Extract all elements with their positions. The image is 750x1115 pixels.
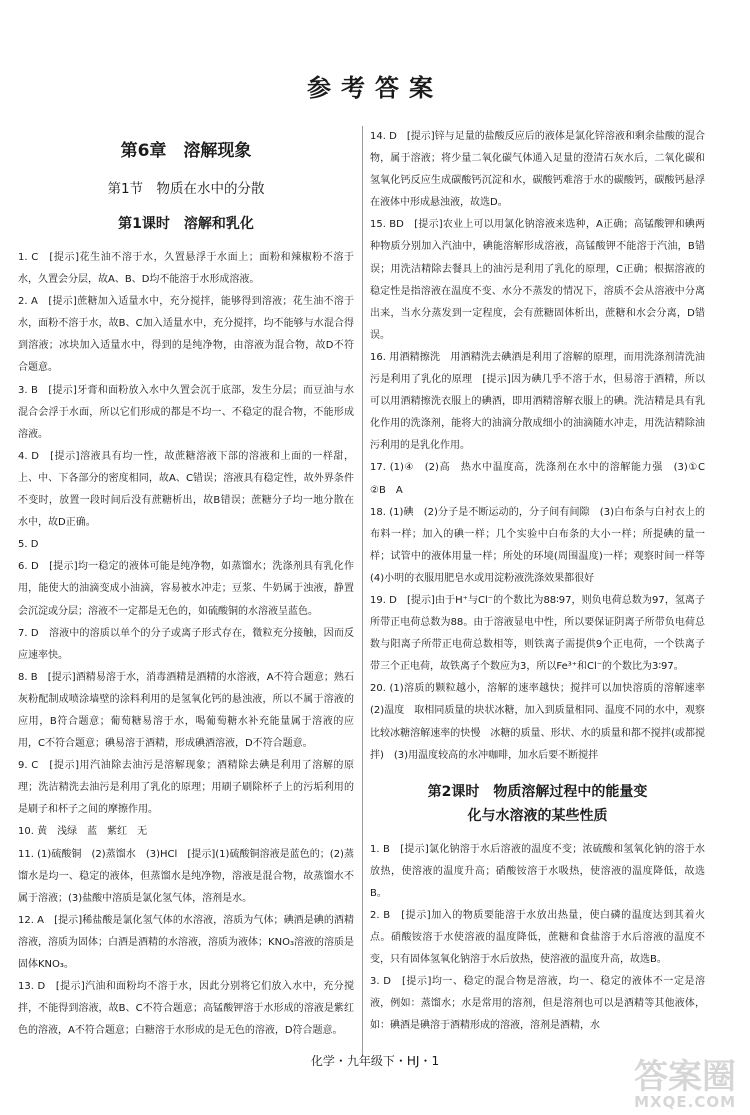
answer-item: 11. (1)硫酸铜 (2)蒸馏水 (3)HCl [提示](1)硫酸铜溶液是蓝色的；(2)蒸馏水是均一、稳定的液体，但蒸馏水是纯净物，溶液是混合物，故蒸馏水不属于溶液；(3)盐酸中溶质是氯化氢气体，溶剂是水。 bbox=[18, 848, 354, 904]
right-column bbox=[370, 126, 715, 1038]
answer-item: 13. D [提示]汽油和面粉均不溶于水，因此分别将它们放入水中，充分搅拌，不能得到溶液，故B、C不符合题意；高锰酸钾溶于水形成的溶液是紫红色的溶液，A不符合题意；白糖溶于水形成的是无色的溶液，D符合题意。 bbox=[18, 981, 354, 1037]
answer-item: 12. A [提示]稀盐酸是氯化氢气体的水溶液，溶质为气体；碘酒是碘的酒精溶液，溶质为固体；白酒是酒精的水溶液，溶质为液体；KNO₃溶液的溶质是固体KNO₃。 bbox=[18, 914, 354, 970]
answer-item: 20. (1)溶质的颗粒越小，溶解的速率越快；搅拌可以加快溶质的溶解速率 (2)温度 取相同质量的块状冰糖，加入到质量相同、温度不同的水中，观察比较冰糖溶解速率的快慢 冰糖的质量、形状、水的质量和都不搅拌(或都搅拌) (3)用温度较高的水冲咖啡，加水后要不断搅拌 bbox=[370, 683, 715, 761]
left-column bbox=[18, 126, 354, 1042]
watermark-text: 答案圈 bbox=[634, 1057, 736, 1097]
answer-item: 14. D [提示]锌与足量的盐酸反应后的液体是氯化锌溶液和剩余盐酸的混合物，属于溶液；将少量二氧化碳气体通入足量的澄清石灰水后，二氧化碳和氢氧化钙反应生成碳酸钙沉淀和水，碳酸钙难溶于水的碳酸钙，碳酸钙悬浮在液体中形成悬浊液，故选D。 bbox=[370, 131, 705, 209]
lesson-2-title: 第2课时 物质溶解过程中的能量变 bbox=[427, 783, 648, 800]
answer-item: 3. D [提示]均一、稳定的混合物是溶液，均一、稳定的液体不一定是溶液，例如：蒸馏水；水是常用的溶剂，但是溶剂也可以是酒精等其他液体，如：碘酒是碘溶于酒精形成的溶液，溶剂是酒精，水 bbox=[370, 976, 705, 1032]
answer-item: 17. (1)④ (2)高 热水中温度高，洗涤剂在水中的溶解能力强 (3)①C ②B A bbox=[370, 462, 715, 496]
answer-item: 1. C [提示]花生油不溶于水，久置悬浮于水面上；面粉和辣椒粉不溶于水，久置会分层，故A、B、D均不能溶于水形成溶液。 bbox=[18, 252, 354, 286]
answer-item: 4. D [提示]溶液具有均一性，故蔗糖溶液下部的溶液和上面的一样甜，上、中、下各部分的密度相同，故A、C错误；溶液具有稳定性，故外界条件不变时，放置一段时间后没有蔗糖析出，故B错误；蔗糖分子均一地分散在水中，故D正确。 bbox=[18, 450, 354, 529]
lesson-1-title: 第1课时 溶解和乳化 bbox=[118, 216, 254, 232]
page-title: 参考答案 bbox=[307, 74, 443, 102]
chapter-title: 第6章 溶解现象 bbox=[120, 141, 252, 161]
answer-item: 1. B [提示]氯化钠溶于水后溶液的温度不变；浓硫酸和氢氧化钠的溶于水放热，使溶液的温度升高；硝酸铵溶于水吸热，使溶液的温度降低，故选B。 bbox=[370, 843, 705, 899]
section-title: 第1节 物质在水中的分散 bbox=[107, 181, 265, 197]
answer-item: 19. D [提示]由于H⁺与Cl⁻的个数比为88∶97，则负电荷总数为97，氢离子所带正电荷总数为88。由于溶液显电中性，所以要保证阴离子所带负电荷总数与阳离子所带正电荷总数相等，则铁离子需提供9个正电荷，一个铁离子带三个正电荷，故铁离子个数应为3，所以Fe³⁺和Cl⁻的个数比为3∶97。 bbox=[370, 594, 705, 673]
lesson-2-title-cont: 化与水溶液的某些性质 bbox=[467, 807, 608, 824]
answer-item: 8. B [提示]酒精易溶于水，消毒酒精是酒精的水溶液，A不符合题意；熟石灰粉配制成喷涂墙壁的涂料利用的是氢氧化钙的悬浊液，所以不属于溶液的应用，B符合题意；葡萄糖易溶于水，喝葡萄糖水补充能量属于溶液的应用，C不符合题意；碘易溶于酒精，形成碘酒溶液，D不符合题意。 bbox=[18, 671, 354, 750]
answer-item: 9. C [提示]用汽油除去油污是溶解现象；酒精除去碘是利用了溶解的原理；洗洁精洗去油污是利用了乳化的原理；用刷子刷除杯子上的污垢利用的是刷子和杯子之间的摩擦作用。 bbox=[18, 760, 354, 816]
answer-item: 15. BD [提示]农业上可以用氯化钠溶液来选种，A正确；高锰酸钾和碘两种物质分别加入汽油中，碘能溶解形成溶液，高锰酸钾不能溶于汽油，B错误；用洗洁精除去餐具上的油污是利用了乳化的原理，C正确；根据溶液的稳定性是指溶液在温度不变、水分不蒸发的情况下，溶质不会从溶液中分离出来，当水分蒸发到一定程度，会有蔗糖固体析出，蔗糖和水会分离，D错误。 bbox=[370, 219, 705, 341]
column-divider bbox=[362, 126, 363, 1056]
answer-item: 6. D [提示]均一稳定的液体可能是纯净物，如蒸馏水；洗涤剂具有乳化作用，能使大的油滴变成小油滴，容易被水冲走；豆浆、牛奶属于浊液，静置会沉淀或分层；溶液不一定都是无色的，如硫酸铜的水溶液呈蓝色。 bbox=[18, 561, 354, 617]
answer-item: 18. (1)碘 (2)分子是不断运动的，分子间有间隙 (3)白布条与白衬衣上的布料一样；加入的碘一样；几个实验中白布条的大小一样；所提碘的量一样；试管中的液体用量一样；所处的环境(周围温度)一样；观察时间一样等 (4)小明的衣服用肥皂水或用淀粉液洗涤效果都很好 bbox=[370, 506, 715, 584]
answer-item: 7. D 溶液中的溶质以单个的分子或离子形式存在，微粒充分接触，因而反应速率快。 bbox=[18, 627, 354, 661]
answer-item: 16. 用酒精擦洗 用酒精洗去碘酒是利用了溶解的原理，而用洗涤剂清洗油污是利用了乳化的原理 [提示]因为碘几乎不溶于水，但易溶于酒精，所以可以用酒精擦洗衣服上的碘酒，即用酒精溶解衣服上的碘。洗洁精是具有乳化作用的洗涤剂，能将大的油滴分散成细小的油滴随水冲走，用洗洁精除油污利用的是乳化作用。 bbox=[370, 351, 705, 452]
answer-item: 5. D bbox=[18, 539, 39, 551]
watermark-url: MXQE.COM bbox=[634, 1093, 736, 1111]
watermark-logo bbox=[596, 1057, 736, 1112]
answer-item: 2. B [提示]加入的物质要能溶于水放出热量，使白磷的温度达到其着火点。硝酸铵溶于水使溶液的温度降低，蔗糖和食盐溶于水后溶液的温度不变，只有固体氢氧化钠溶于水后放热，使溶液的温度升高，故选B。 bbox=[370, 910, 705, 966]
answer-item: 10. 黄 浅绿 蓝 紫红 无 bbox=[18, 826, 148, 838]
answer-item: 3. B [提示]牙膏和面粉放入水中久置会沉于底部，发生分层；而豆油与水混合会浮于水面，所以它们形成的都是不均一、不稳定的混合物，不能形成溶液。 bbox=[18, 384, 354, 440]
answer-item: 2. A [提示]蔗糖加入适量水中，充分搅拌，能够得到溶液；花生油不溶于水，面粉不溶于水，故B、C加入适量水中，充分搅拌，均不能够与水混合得到溶液；冰块加入适量水中，得到的是纯净物，由溶液为混合物，故D不符合题意。 bbox=[18, 296, 354, 374]
page-footer: 化学・九年级下・HJ・1 bbox=[310, 1054, 440, 1068]
